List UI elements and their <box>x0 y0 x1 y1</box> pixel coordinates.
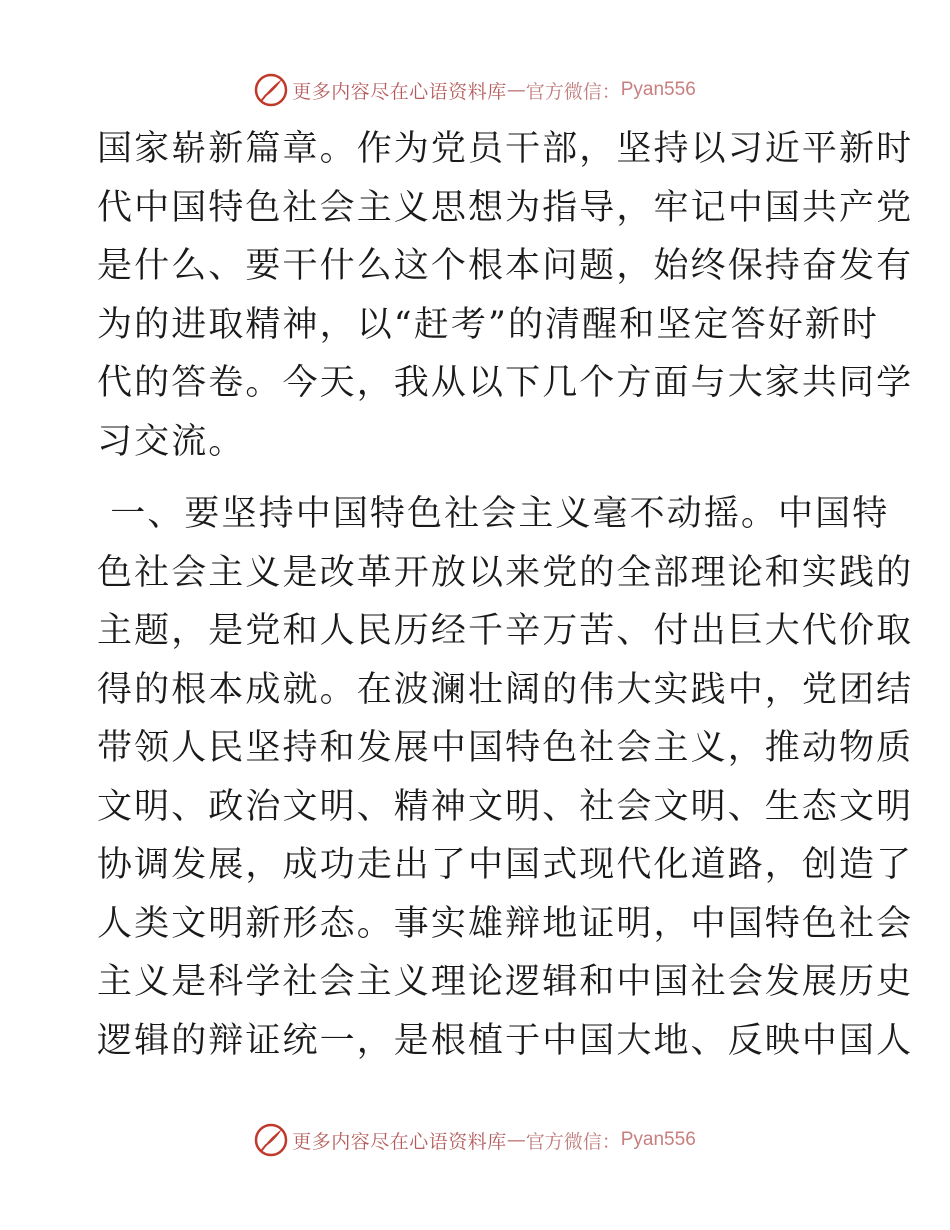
banner-wechat-label: 官方微信： <box>525 80 621 103</box>
banner-separator: — <box>506 79 526 101</box>
header-watermark-banner <box>0 70 950 110</box>
paragraph-intro <box>97 120 914 471</box>
document-body <box>97 120 914 1070</box>
text-line: 国家崭新篇章。作为党员干部，坚持以习近平新时 <box>97 129 914 169</box>
text-line: 人类文明新形态。事实雄辩地证明，中国特色社会 <box>97 903 914 944</box>
banner-wechat-id: Pyan556 <box>620 79 696 100</box>
text-line: 得的根本成就。在波澜壮阔的伟大实践中，党团结 <box>97 669 914 710</box>
quill-pen-logo-icon <box>254 73 288 107</box>
text-line: 色社会主义是改革开放以来党的全部理论和实践的 <box>97 552 914 593</box>
text-line: 是什么、要干什么这个根本问题，始终保持奋发有 <box>97 246 914 286</box>
banner-wechat-label: 官方微信： <box>525 1130 621 1153</box>
text-line: 习交流。 <box>97 421 246 462</box>
banner-brand-text: 更多内容尽在心语资料库 <box>292 1130 507 1153</box>
paragraph-section-one <box>97 485 914 1070</box>
text-line: 代的答卷。今天，我从以下几个方面与大家共同学 <box>97 363 914 403</box>
section-heading-line: 一、要坚持中国特色社会主义毫不动摇。中国特 <box>97 494 890 534</box>
text-line: 主题，是党和人民历经千辛万苦、付出巨大代价取 <box>97 611 914 651</box>
text-line: 带领人民坚持和发展中国特色社会主义，推动物质 <box>97 728 914 768</box>
footer-watermark-banner <box>0 1120 950 1160</box>
banner-wechat-id: Pyan556 <box>620 1129 696 1150</box>
text-line: 为的进取精神，以“赶考”的清醒和坚定答好新时 <box>97 304 879 345</box>
text-line: 文明、政治文明、精神文明、社会文明、生态文明 <box>97 786 914 827</box>
quill-pen-logo-icon <box>254 1123 288 1157</box>
banner-separator: — <box>506 1129 526 1151</box>
text-line: 代中国特色社会主义思想为指导，牢记中国共产党 <box>97 187 914 228</box>
text-line: 协调发展，成功走出了中国式现代化道路，创造了 <box>97 845 914 885</box>
banner-brand-text: 更多内容尽在心语资料库 <box>292 80 507 103</box>
text-line: 逻辑的辩证统一，是根植于中国大地、反映中国人 <box>97 1020 914 1061</box>
text-line: 主义是科学社会主义理论逻辑和中国社会发展历史 <box>97 962 914 1002</box>
